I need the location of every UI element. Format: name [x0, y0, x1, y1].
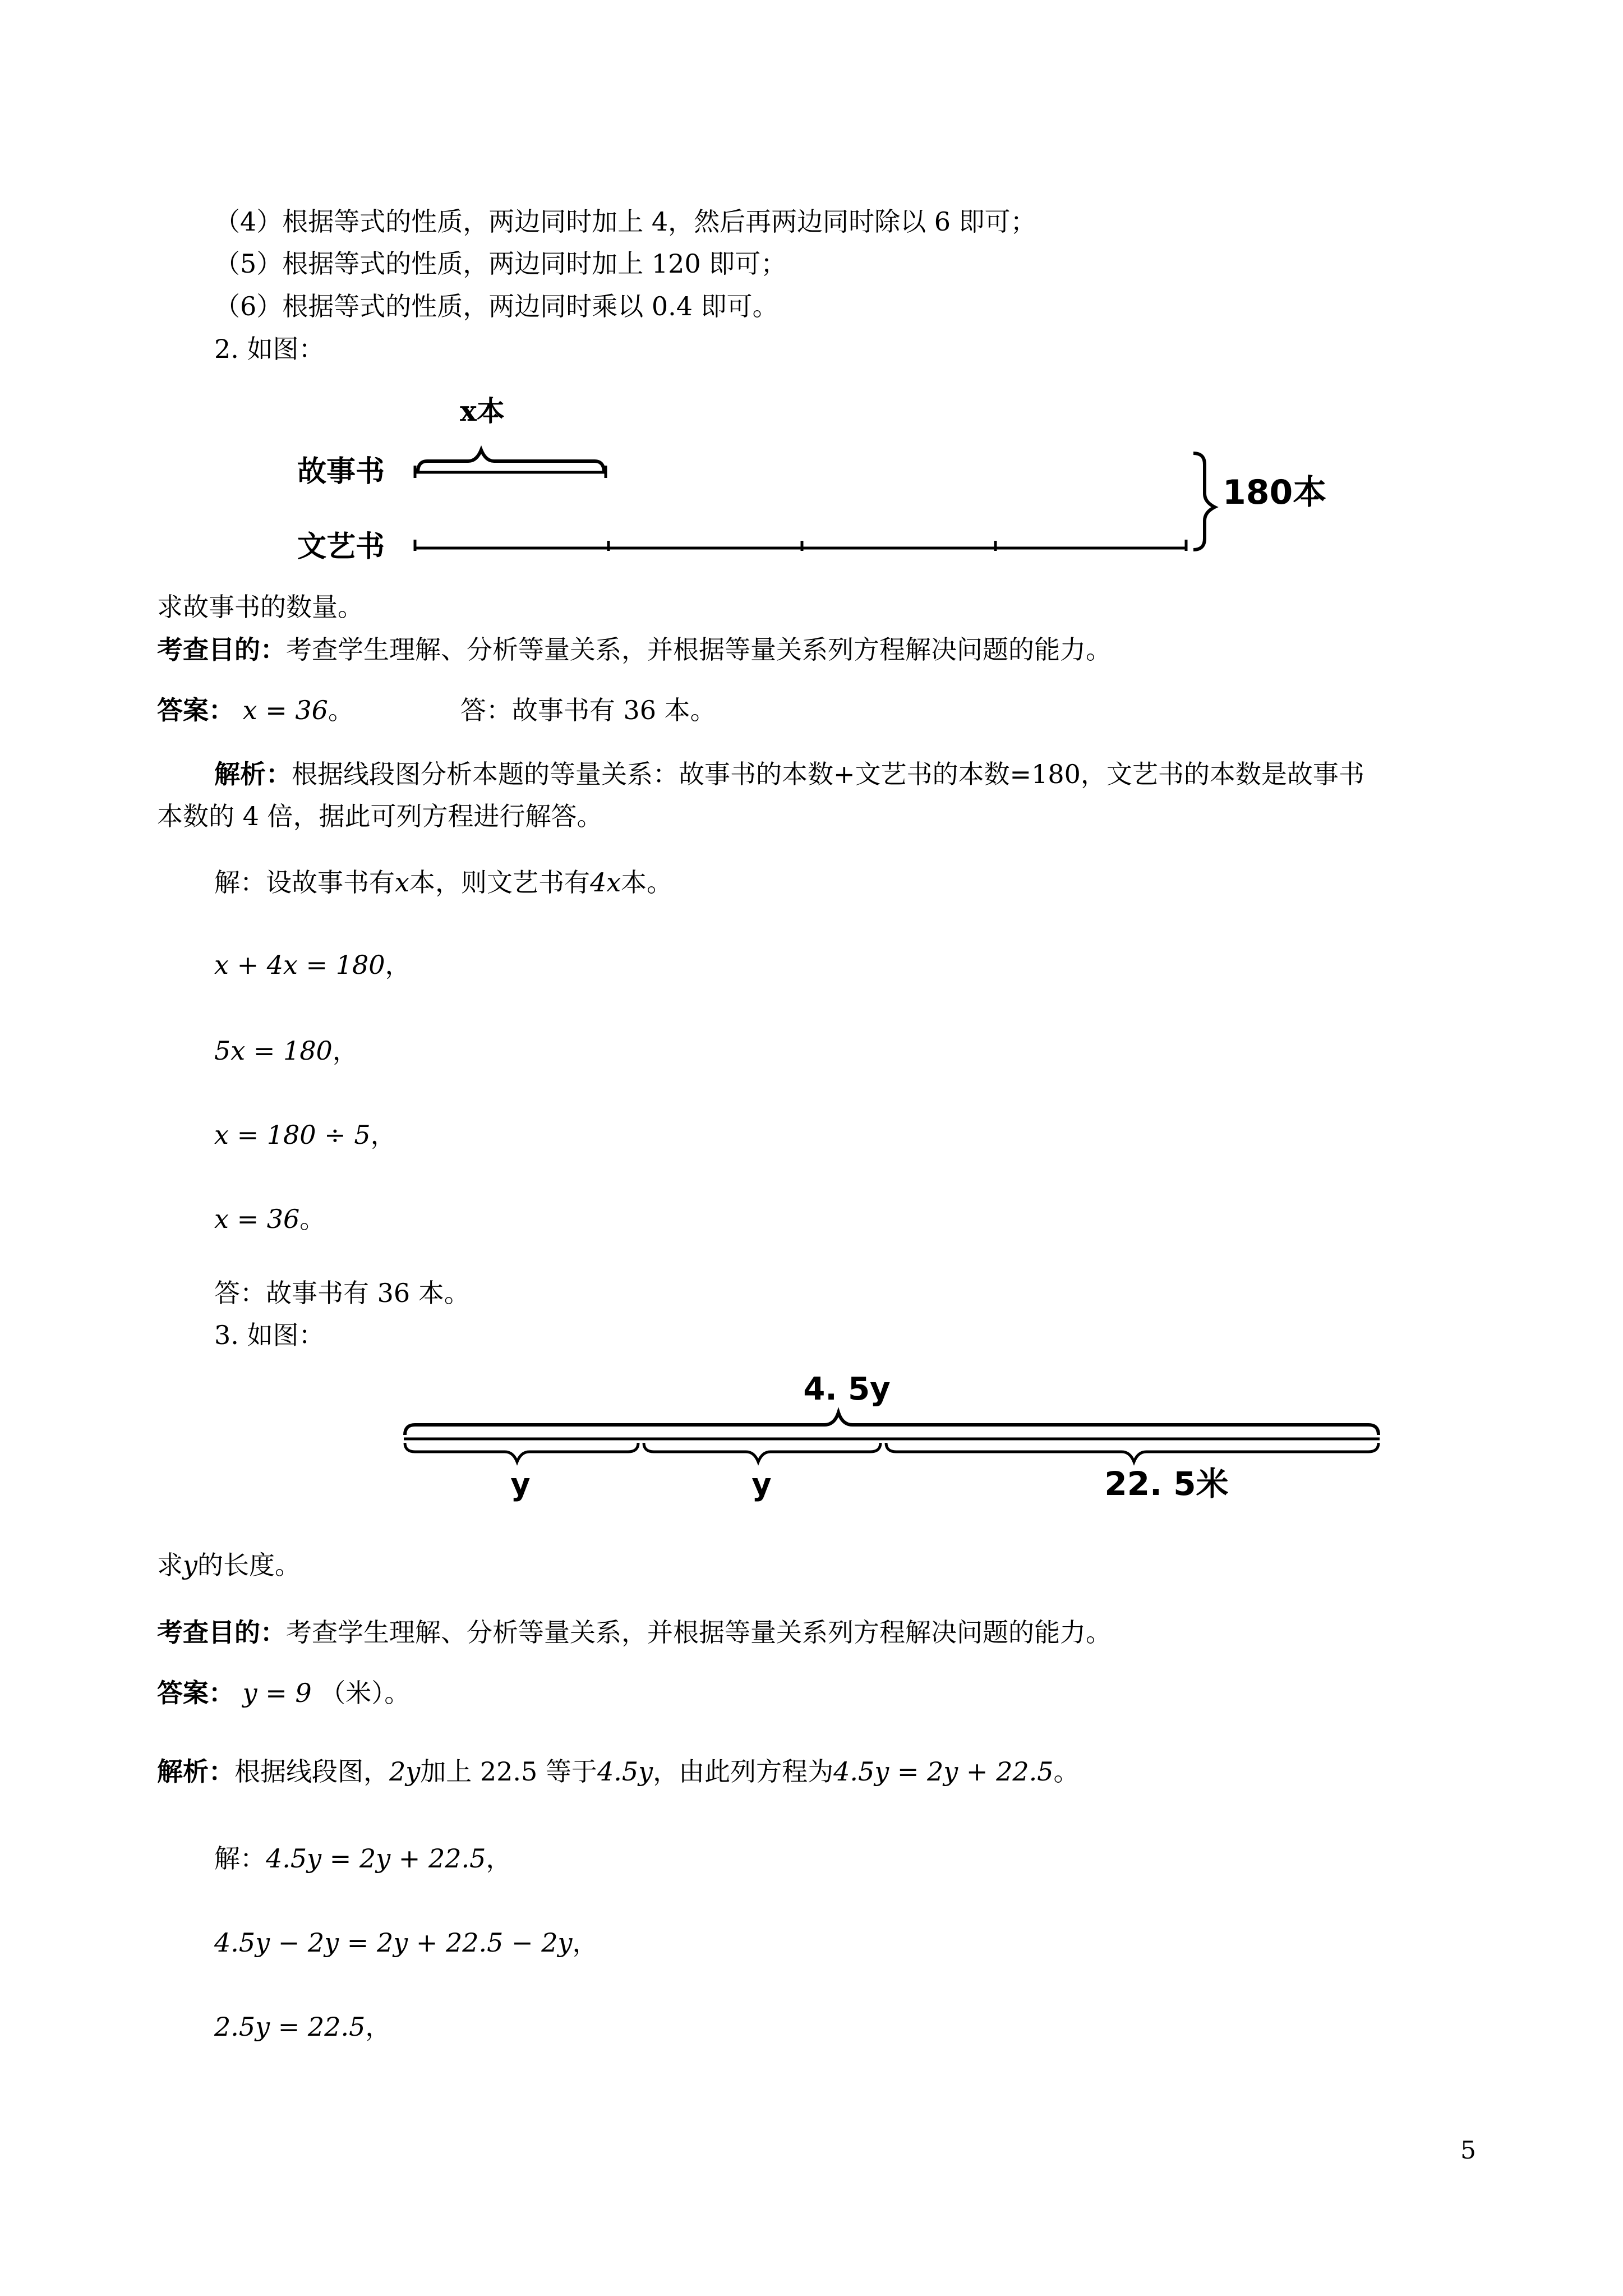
segment-label-y2: y — [751, 1467, 772, 1502]
equation-step: x = 180 ÷ 5， — [214, 1120, 396, 1150]
equation-step: 4.5y − 2y = 2y + 22.5 − 2y， — [214, 1927, 598, 1958]
text-line: （4）根据等式的性质，两边同时加上 4，然后再两边同时除以 6 即可； — [214, 206, 1036, 237]
brace-top — [418, 450, 604, 472]
final-answer: 答：故事书有 36 本。 — [214, 1278, 470, 1308]
line-segment-diagram-length — [393, 1363, 1402, 1509]
purpose-line: 考查目的：考查学生理解、分析等量关系，并根据等量关系列方程解决问题的能力。 — [157, 634, 1112, 665]
text-line: （5）根据等式的性质，两边同时加上 120 即可； — [214, 249, 787, 279]
analysis-line: 本数的 4 倍，据此可列方程进行解答。 — [157, 801, 603, 831]
analysis-line: 解析：根据线段图，2y加上 22.5 等于4.5y，由此列方程为4.5y = 2y + 22.5。 — [157, 1756, 1080, 1787]
segment-label-y1: y — [510, 1467, 531, 1502]
question-heading: 2. 如图： — [214, 334, 325, 364]
brace-seg2 — [644, 1443, 880, 1462]
equation-step: 解：4.5y = 2y + 22.5， — [214, 1843, 512, 1874]
equation-step: 5x = 180， — [214, 1036, 358, 1066]
equation-step: x + 4x = 180， — [214, 950, 411, 980]
brace-top — [405, 1412, 1378, 1435]
row-label-story: 故事书 — [297, 454, 385, 489]
equation-step: 2.5y = 22.5， — [214, 2012, 391, 2042]
solution-intro: 解：设故事书有x本，则文艺书有4x本。 — [214, 867, 673, 898]
brace-seg1 — [405, 1443, 638, 1462]
question-heading: 3. 如图： — [214, 1320, 325, 1350]
diagram-top-label: 4. 5y — [803, 1371, 891, 1407]
brace-right — [1193, 453, 1215, 550]
row-label-art: 文艺书 — [297, 530, 385, 564]
answer-line: 答案： x = 36。 答：故事书有 36 本。 — [157, 695, 716, 725]
page-number: 5 — [1460, 2136, 1476, 2165]
question-ask: 求y的长度。 — [157, 1550, 301, 1580]
analysis-line: 解析：根据线段图分析本题的等量关系：故事书的本数+文艺书的本数=180，文艺书的本数是故事书 — [214, 759, 1364, 789]
diagram-top-label: x本 — [460, 394, 505, 427]
segment-label-length: 22. 5米 — [1104, 1465, 1229, 1503]
text-line: （6）根据等式的性质，两边同时乘以 0.4 即可。 — [214, 291, 778, 321]
total-label: 180本 — [1223, 473, 1327, 512]
line-segment-diagram-books — [280, 387, 1357, 578]
question-ask: 求故事书的数量。 — [157, 592, 363, 622]
purpose-line: 考查目的：考查学生理解、分析等量关系，并根据等量关系列方程解决问题的能力。 — [157, 1617, 1112, 1648]
answer-line: 答案： y = 9 （米）。 — [157, 1678, 411, 1708]
equation-step: x = 36。 — [214, 1204, 326, 1234]
brace-seg3 — [886, 1443, 1378, 1462]
